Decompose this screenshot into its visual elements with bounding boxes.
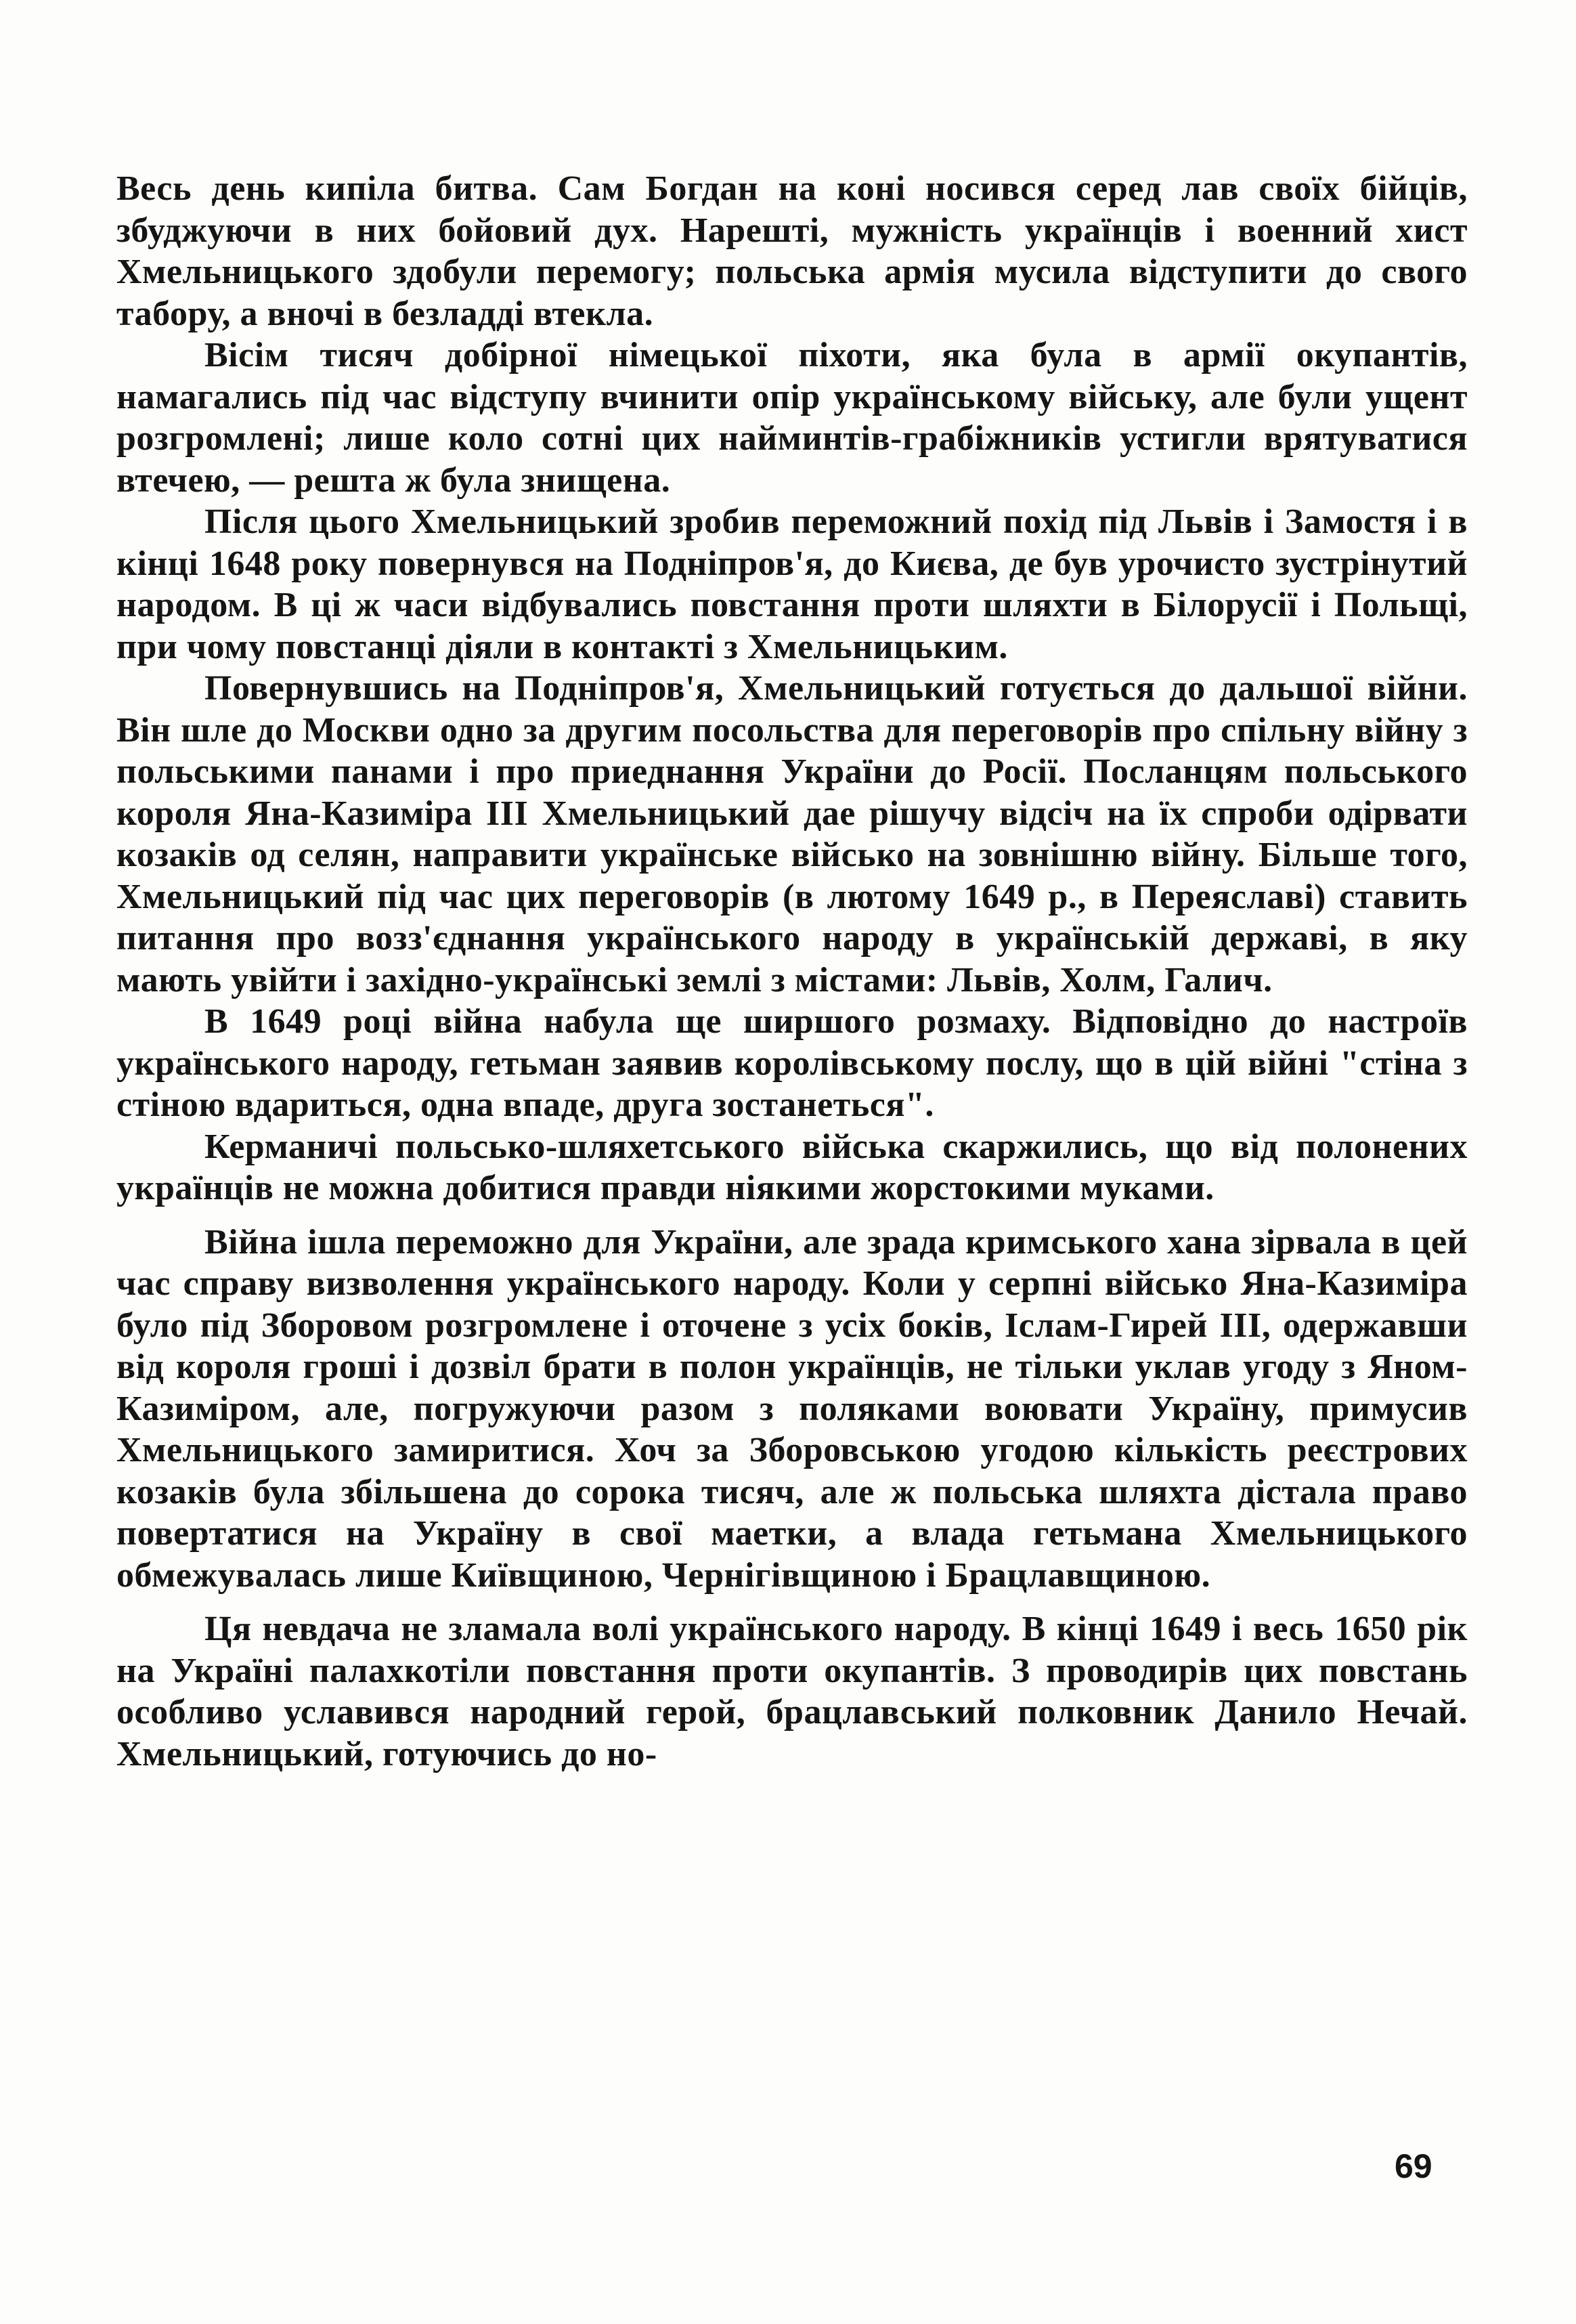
- paragraph-3: Після цього Хмельницький зробив переможний похід під Львів і Замостя і в кінці 1648 року повернувся на Подніпров'я, до Києва, де був урочисто зустрінутий народом. В ці ж часи відбувались повстання проти шляхти в Білорусії і Польщі, при чому повстанці діяли в контакті з Хмельницьким.: [116, 502, 1468, 666]
- page-body-text: [116, 168, 1468, 1775]
- paragraph-1: Весь день кипіла битва. Сам Богдан на коні носився серед лав своїх бійців, збуджуючи в них бойовий дух. Нарешті, мужність українців і военний хист Хмельницького здобули перемогу; польська армія мусила відступити до свого табору, а вночі в безладді втекла.: [116, 169, 1468, 333]
- paragraph-7: Війна ішла переможно для України, але зрада кримського хана зірвала в цей час справу визволення українського народу. Коли у серпні військо Яна-Казиміра було під Зборовом розгромлене і оточене з усіх боків, Іслам-Гирей III, одержавши від короля гроші і дозвіл брати в полон українців, не тільки уклав угоду з Яном-Казиміром, але, погружуючи разом з поляками воювати Україну, примусив Хмельницького замиритися. Хоч за Зборовською угодою кількість реєстрових козаків була збільшена до сорока тисяч, але ж польська шляхта дістала право повертатися на Україну в свої маетки, а влада гетьмана Хмельницького обмежувалась лише Київщиною, Чернігівщиною і Брацлавщиною.: [116, 1222, 1468, 1595]
- paragraph-2: Вісім тисяч добірної німецької піхоти, яка була в армії окупантів, намагались під час відступу вчинити опір українському війську, але були ущент розгромлені; лише коло сотні цих найминтів-грабіжників устигли врятуватися втечею, — решта ж була знищена.: [116, 336, 1468, 500]
- paragraph-4: Повернувшись на Подніпров'я, Хмельницький готується до дальшої війни. Він шле до Москви одно за другим посольства для переговорів про спільну війну з польськими панами і про приеднання України до Росії. Посланцям польського короля Яна-Казиміра III Хмельницький дае рішучу відсіч на їх спроби одірвати козаків од селян, направити українське військо на зовнішню війну. Більше того, Хмельницький під час цих переговорів (в лютому 1649 р., в Переяславі) ставить питання про возз'єднання українського народу в українській державі, в яку мають увійти і західно-українські землі з містами: Львів, Холм, Галич.: [116, 669, 1468, 999]
- paragraph-8: Ця невдача не зламала волі українського народу. В кінці 1649 і весь 1650 рік на Україні палахкотіли повстання проти окупантів. З проводирів цих повстань особливо уславився народний герой, брацлавський полковник Данило Нечай. Хмельницький, готуючись до но-: [116, 1610, 1468, 1773]
- paragraph-6: Керманичі польсько-шляхетського війська скаржились, що від полонених українців не можна добитися правди ніякими жорстокими муками.: [116, 1127, 1468, 1207]
- paragraph-5: В 1649 році війна набула ще ширшого розмаху. Відповідно до настроїв українського народу, гетьман заявив королівському послу, що в цій війні "стіна з стіною вдариться, одна впаде, друга зостанеться".: [116, 1002, 1468, 1124]
- page-number: 69: [1395, 2147, 1432, 2185]
